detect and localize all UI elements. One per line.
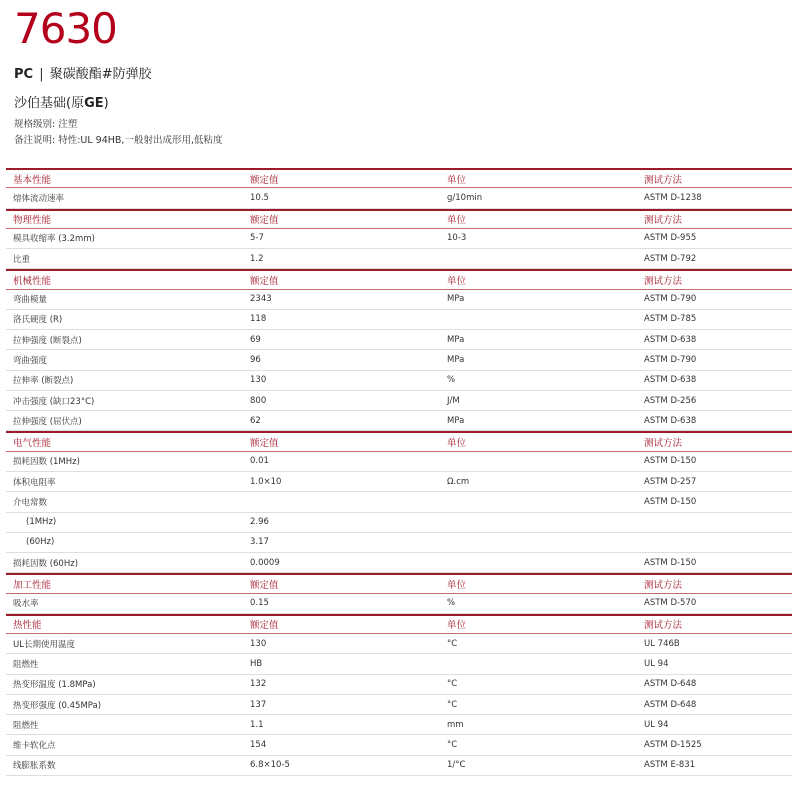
supplier-line [14, 92, 109, 111]
property-name: 吸水率 [13, 599, 39, 610]
column-header-value: 额定值 [250, 275, 279, 287]
property-name: 介电常数 [13, 497, 48, 508]
test-method: ASTM D-570 [644, 598, 697, 609]
rated-value: 130 [250, 375, 267, 386]
column-header-unit: 单位 [447, 620, 467, 632]
section-title: 机械性能 [13, 275, 52, 287]
column-header-method: 测试方法 [644, 275, 683, 287]
rated-value: 118 [250, 314, 267, 325]
rated-value: 5-7 [250, 233, 264, 244]
material-code: PC [14, 67, 34, 82]
rated-value: 0.01 [250, 456, 269, 467]
test-method: ASTM D-955 [644, 233, 697, 244]
test-method: ASTM D-150 [644, 557, 697, 568]
property-name: 弯曲强度 [13, 356, 48, 367]
table-row [6, 452, 792, 472]
unit-value: % [447, 375, 456, 386]
test-method: ASTM D-790 [644, 294, 697, 305]
property-name: UL长期使用温度 [13, 639, 75, 650]
test-method: UL 94 [644, 719, 669, 730]
property-name: 熔体流动速率 [13, 193, 65, 204]
material-separator: | [39, 67, 44, 82]
property-name: 冲击强度 (缺口23°C) [13, 396, 95, 407]
product-title: 7630 [14, 4, 117, 53]
table-row [6, 472, 792, 492]
table-row [6, 675, 792, 695]
rated-value: 10.5 [250, 192, 269, 203]
column-header-unit: 单位 [447, 579, 467, 591]
section-header [6, 431, 792, 451]
property-name: 维卡软化点 [13, 741, 56, 752]
table-row [6, 695, 792, 715]
grade-line: 规格级别: 注塑 [14, 119, 78, 130]
test-method: ASTM D-150 [644, 456, 697, 467]
unit-value: °C [447, 679, 458, 690]
column-header-value: 额定值 [250, 620, 279, 632]
table-row [6, 188, 792, 208]
test-method: ASTM D-638 [644, 334, 697, 345]
test-method: ASTM D-150 [644, 496, 697, 507]
table-row [6, 492, 792, 512]
table-row [6, 229, 792, 249]
test-method: ASTM D-257 [644, 476, 697, 487]
table-row [6, 290, 792, 310]
rated-value: 62 [250, 415, 261, 426]
table-row [6, 756, 792, 776]
unit-value: °C [447, 638, 458, 649]
section-header [6, 269, 792, 289]
column-header-value: 额定值 [250, 438, 279, 450]
column-header-value: 额定值 [250, 215, 279, 227]
section-header [6, 168, 792, 188]
property-name: 线膨胀系数 [13, 761, 56, 772]
unit-value: °C [447, 699, 458, 710]
unit-value: MPa [447, 294, 465, 305]
test-method: ASTM D-792 [644, 253, 697, 264]
table-row [6, 533, 792, 553]
table-row [6, 513, 792, 533]
column-header-unit: 单位 [447, 438, 467, 450]
table-row [6, 411, 792, 431]
column-header-method: 测试方法 [644, 174, 683, 186]
rated-value: 800 [250, 395, 267, 406]
supplier-bold: GE [84, 96, 104, 111]
property-name: 洛氏硬度 (R) [13, 315, 63, 326]
unit-value: Ω.cm [447, 476, 470, 487]
rated-value: 2.96 [250, 517, 269, 528]
test-method: ASTM D-785 [644, 314, 697, 325]
rated-value: 1.2 [250, 253, 264, 264]
property-name: (60Hz) [26, 537, 55, 548]
table-row [6, 350, 792, 370]
rated-value: 2343 [250, 294, 272, 305]
column-header-method: 测试方法 [644, 579, 683, 591]
table-row [6, 371, 792, 391]
column-header-method: 测试方法 [644, 438, 683, 450]
rated-value: 1.1 [250, 719, 264, 730]
table-row [6, 654, 792, 674]
rated-value: 137 [250, 699, 267, 710]
unit-value: °C [447, 740, 458, 751]
section-title: 物理性能 [13, 215, 52, 227]
property-name: 拉伸强度 (屈伏点) [13, 416, 82, 427]
table-row [6, 634, 792, 654]
property-name: 拉伸率 (断裂点) [13, 376, 74, 387]
unit-value: g/10min [447, 192, 483, 203]
column-header-unit: 单位 [447, 174, 467, 186]
unit-value: mm [447, 719, 464, 730]
column-header-value: 额定值 [250, 174, 279, 186]
table-row [6, 249, 792, 269]
property-name: 体积电阻率 [13, 477, 56, 488]
rated-value: 0.15 [250, 598, 269, 609]
property-name: 损耗因数 (60Hz) [13, 558, 79, 569]
property-name: 比重 [13, 254, 31, 265]
unit-value: 10-3 [447, 233, 467, 244]
property-name: 损耗因数 (1MHz) [13, 457, 80, 468]
property-name: (1MHz) [26, 517, 57, 528]
unit-value: J/M [447, 395, 460, 406]
test-method: ASTM D-648 [644, 679, 697, 690]
table-row [6, 735, 792, 755]
property-name: 热变形强度 (0.45MPa) [13, 700, 102, 711]
material-name: 聚碳酸酯#防弹胶 [49, 67, 152, 82]
section-title: 电气性能 [13, 438, 52, 450]
table-row [6, 715, 792, 735]
table-row [6, 594, 792, 614]
property-name: 弯曲模量 [13, 295, 48, 306]
rated-value: 96 [250, 355, 261, 366]
supplier-prefix: 沙伯基础(原 [14, 96, 85, 111]
rated-value: 130 [250, 638, 267, 649]
table-row [6, 553, 792, 573]
section-title: 热性能 [13, 620, 42, 632]
unit-value: MPa [447, 334, 465, 345]
material-line [14, 63, 152, 82]
rated-value: 132 [250, 679, 267, 690]
section-header [6, 614, 792, 634]
spec-table [6, 168, 792, 776]
column-header-method: 测试方法 [644, 215, 683, 227]
rated-value: 69 [250, 334, 261, 345]
column-header-unit: 单位 [447, 215, 467, 227]
unit-value: 1/°C [447, 760, 466, 771]
property-name: 拉伸强度 (断裂点) [13, 335, 82, 346]
table-row [6, 391, 792, 411]
rated-value: 1.0×10 [250, 476, 282, 487]
rated-value: HB [250, 659, 263, 669]
property-name: 热变形温度 (1.8MPa) [13, 680, 96, 691]
remarks-line: 备注说明: 特性:UL 94HB,一般射出成形用,低粘度 [14, 135, 223, 146]
unit-value: % [447, 598, 456, 609]
unit-value: MPa [447, 355, 465, 366]
test-method: ASTM E-831 [644, 760, 696, 771]
section-title: 加工性能 [13, 579, 52, 591]
rated-value: 0.0009 [250, 557, 280, 568]
table-row [6, 310, 792, 330]
test-method: ASTM D-1238 [644, 192, 702, 203]
table-row [6, 330, 792, 350]
property-name: 阻燃性 [13, 720, 39, 731]
unit-value: MPa [447, 415, 465, 426]
rated-value: 154 [250, 740, 267, 751]
test-method: UL 94 [644, 659, 669, 669]
test-method: UL 746B [644, 638, 680, 649]
test-method: ASTM D-790 [644, 355, 697, 366]
test-method: ASTM D-256 [644, 395, 697, 406]
section-title: 基本性能 [13, 174, 52, 186]
section-header [6, 209, 792, 229]
column-header-unit: 单位 [447, 275, 467, 287]
property-name: 模具收缩率 (3.2mm) [13, 234, 95, 245]
property-name: 阻燃性 [13, 660, 39, 670]
test-method: ASTM D-648 [644, 699, 697, 710]
column-header-method: 测试方法 [644, 620, 683, 632]
rated-value: 6.8×10-5 [250, 760, 290, 771]
column-header-value: 额定值 [250, 579, 279, 591]
section-header [6, 573, 792, 593]
test-method: ASTM D-1525 [644, 740, 702, 751]
rated-value: 3.17 [250, 537, 269, 548]
test-method: ASTM D-638 [644, 375, 697, 386]
test-method: ASTM D-638 [644, 415, 697, 426]
supplier-suffix: ) [103, 96, 109, 111]
